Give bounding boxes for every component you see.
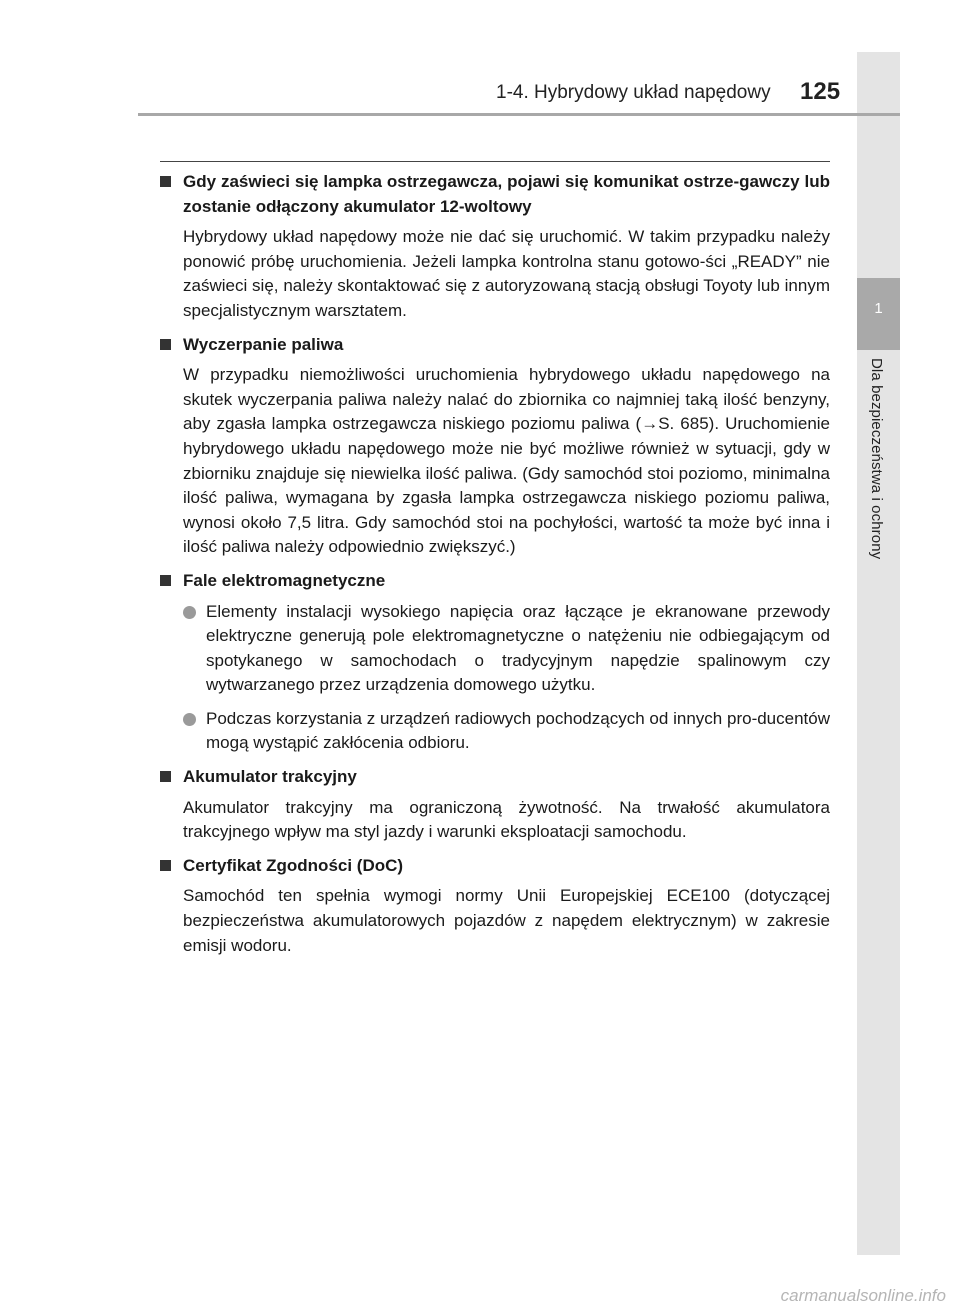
section-fuel-depletion [160, 333, 830, 560]
section-heading [160, 569, 830, 594]
section-traction-battery [160, 765, 830, 845]
section-heading [160, 170, 830, 219]
square-bullet-icon [160, 339, 171, 350]
section-paragraph: Akumulator trakcyjny ma ograniczoną żywotność. Na trwałość akumulatora trakcyjnego wpływ ma styl jazdy i warunki eksploatacji samochodu. [183, 797, 830, 842]
watermark: carmanualsonline.info [780, 1286, 946, 1305]
section-paragraph: Hybrydowy układ napędowy może nie dać się uruchomić. W takim przypadku należy ponowić próbę uruchomienia. Jeżeli lampka kontrolna stanu gotowo-ści „READY” nie zaświeci się, należy skontaktować się z autoryzowaną stacją obsługi Toyoty lub innym specjalistycznym warsztatem. [183, 227, 830, 320]
list-item [183, 600, 830, 698]
round-bullet-icon [183, 606, 196, 619]
section-heading-text: Akumulator trakcyjny [183, 767, 357, 787]
sidebar-strip [857, 52, 900, 1255]
section-heading [160, 765, 830, 790]
section-heading-text: Certyfikat Zgodności (DoC) [183, 855, 404, 875]
square-bullet-icon [160, 771, 171, 782]
page-number: 125 [800, 78, 841, 105]
list-item-text: Podczas korzystania z urządzeń radiowych pochodzących od innych pro-ducentów mogą wystąpić zakłócenia odbioru. [206, 708, 830, 753]
round-bullet-icon [183, 713, 196, 726]
section-heading [160, 854, 830, 879]
square-bullet-icon [160, 860, 171, 871]
section-electromagnetic-waves [160, 569, 830, 756]
section-warning-lamp [160, 170, 830, 324]
square-bullet-icon [160, 575, 171, 586]
list-item [183, 707, 830, 756]
list-item-text: Elementy instalacji wysokiego napięcia oraz łączące je ekranowane przewody elektryczne generują pole elektromagnetyczne o natężeniu nie odbiegającym od spotykanego w samochodach o tradycyjnym napędzie spalinowym czy wytwarzanego przez urządzenia domowego użytku. [206, 601, 830, 695]
square-bullet-icon [160, 176, 171, 187]
section-heading-text: Wyczerpanie paliwa [183, 334, 344, 354]
section-paragraph: W przypadku niemożliwości uruchomienia hybrydowego układu napędowego na skutek wyczerpania paliwa należy nalać do zbiornika co najmniej taką ilość benzyny, aby zgasła lampka ostrzegawcza niskiego poziomu paliwa (→S. 685). Uruchomienie hybrydowego układu napędowego może nie być możliwe również w sytuacji, gdy w zbiorniku znajduje się niewielka ilość paliwa. (Gdy samochód stoi poziomo, minimalna ilość paliwa, wymagana by zgasła lampka ostrzegawcza niskiego poziomu paliwa, wynosi około 7,5 litra. Gdy samochód stoi na pochyłości, wartość ta może być inna i ilość paliwa należy odpowiednio zwiększyć.) [183, 365, 830, 557]
section-header-title: 1-4. Hybrydowy układ napędowy [496, 82, 771, 103]
section-heading-text: Gdy zaświeci się lampka ostrzegawcza, pojawi się komunikat ostrze-gawczy lub zostanie odłączony akumulator 12-woltowy [183, 172, 830, 216]
header-divider [138, 113, 900, 116]
page-content [160, 170, 830, 967]
section-certificate [160, 854, 830, 958]
section-paragraph: Samochód ten spełnia wymogi normy Unii Europejskiej ECE100 (dotyczącej bezpieczeństwa akumulatorowych pojazdów z napędem elektrycznym) w zakresie emisji wodoru. [183, 886, 830, 955]
chapter-number: 1 [874, 300, 883, 317]
content-divider [160, 161, 830, 162]
section-heading [160, 333, 830, 358]
section-heading-text: Fale elektromagnetyczne [183, 570, 386, 590]
chapter-label: Dla bezpieczeństwa i ochrony [868, 358, 885, 560]
